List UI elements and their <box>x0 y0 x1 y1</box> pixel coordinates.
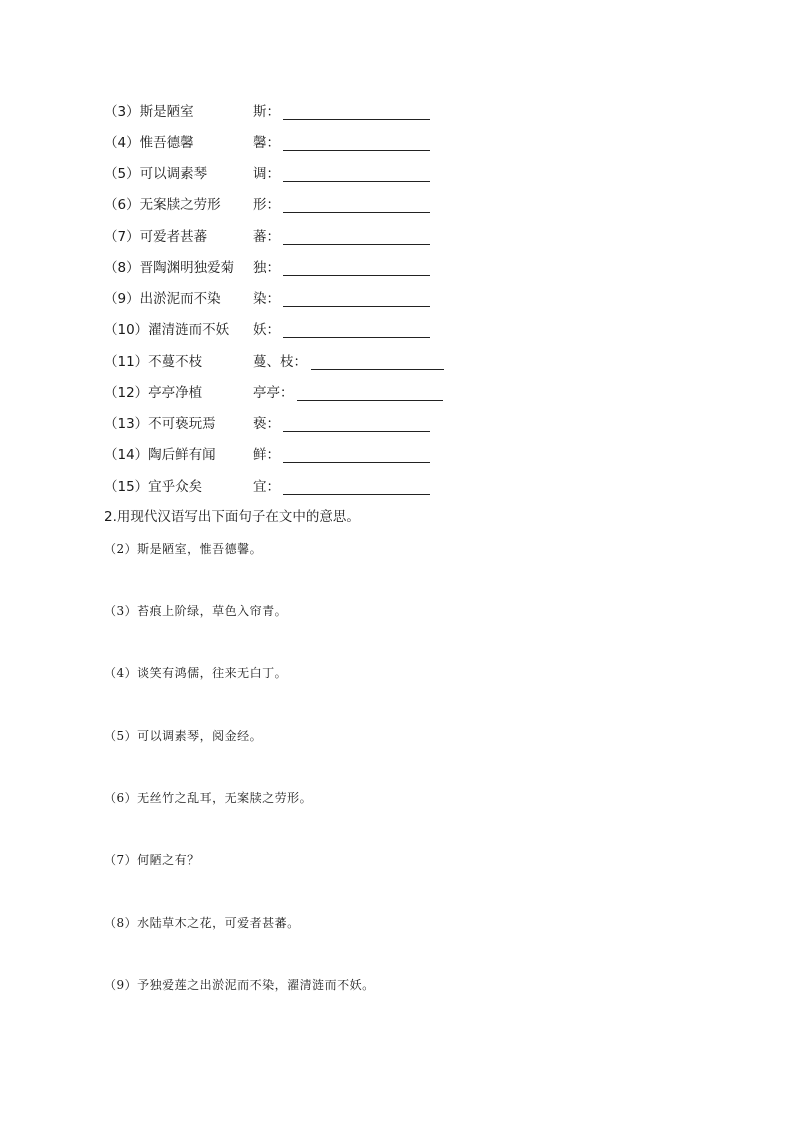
translation-sentence: （6）无丝竹之乱耳，无案牍之劳形。 <box>104 791 313 805</box>
vocab-word: 鲜： <box>253 447 280 463</box>
translation-sentence: （7）何陋之有？ <box>104 853 200 867</box>
vocab-word: 调： <box>253 166 280 182</box>
vocab-word: 亵： <box>253 416 280 432</box>
answer-blank[interactable] <box>283 119 430 120</box>
answer-blank[interactable] <box>283 275 430 276</box>
vocab-phrase: （11）不蔓不枝 <box>104 354 203 370</box>
vocab-phrase: （4）惟吾德馨 <box>104 135 194 151</box>
vocab-word: 斯： <box>253 104 280 120</box>
answer-blank[interactable] <box>283 306 430 307</box>
vocab-word: 独： <box>253 260 280 276</box>
vocab-phrase: （10）濯清涟而不妖 <box>104 322 230 338</box>
vocab-phrase: （13）不可亵玩焉 <box>104 416 216 432</box>
vocab-word: 妖： <box>253 322 280 338</box>
vocab-phrase: （6）无案牍之劳形 <box>104 197 221 213</box>
vocab-phrase: （9）出淤泥而不染 <box>104 291 221 307</box>
vocab-phrase: （8）晋陶渊明独爱菊 <box>104 260 235 276</box>
vocab-word: 蔓、枝： <box>253 354 307 370</box>
vocab-word: 亭亭： <box>253 385 294 401</box>
answer-blank[interactable] <box>283 494 430 495</box>
vocab-phrase: （12）亭亭净植 <box>104 385 203 401</box>
answer-blank[interactable] <box>283 462 430 463</box>
vocab-phrase: （14）陶后鲜有闻 <box>104 447 216 463</box>
answer-blank[interactable] <box>311 369 444 370</box>
vocab-word: 形： <box>253 197 280 213</box>
answer-blank[interactable] <box>283 244 430 245</box>
translation-sentence: （5）可以调素琴，阅金经。 <box>104 729 263 743</box>
vocab-word: 宜： <box>253 479 280 495</box>
vocab-phrase: （7）可爱者甚蕃 <box>104 229 208 245</box>
translation-sentence: （3）苔痕上阶绿，草色入帘青。 <box>104 604 288 618</box>
translation-sentence: （8）水陆草木之花，可爱者甚蕃。 <box>104 916 300 930</box>
answer-blank[interactable] <box>283 181 430 182</box>
translation-sentence: （4）谈笑有鸿儒，往来无白丁。 <box>104 666 288 680</box>
vocab-phrase: （15）宜乎众矣 <box>104 479 203 495</box>
vocab-phrase: （5）可以调素琴 <box>104 166 208 182</box>
answer-blank[interactable] <box>297 400 443 401</box>
translation-sentence: （2）斯是陋室，惟吾德馨。 <box>104 542 263 556</box>
translation-sentence: （9）予独爱莲之出淤泥而不染，濯清涟而不妖。 <box>104 978 375 992</box>
vocab-word: 染： <box>253 291 280 307</box>
vocab-word: 蕃： <box>253 229 280 245</box>
section-2-title: 2.用现代汉语写出下面句子在文中的意思。 <box>104 509 360 525</box>
answer-blank[interactable] <box>283 150 430 151</box>
vocab-word: 馨： <box>253 135 280 151</box>
answer-blank[interactable] <box>283 337 430 338</box>
answer-blank[interactable] <box>283 431 430 432</box>
answer-blank[interactable] <box>283 212 430 213</box>
vocab-phrase: （3）斯是陋室 <box>104 104 194 120</box>
